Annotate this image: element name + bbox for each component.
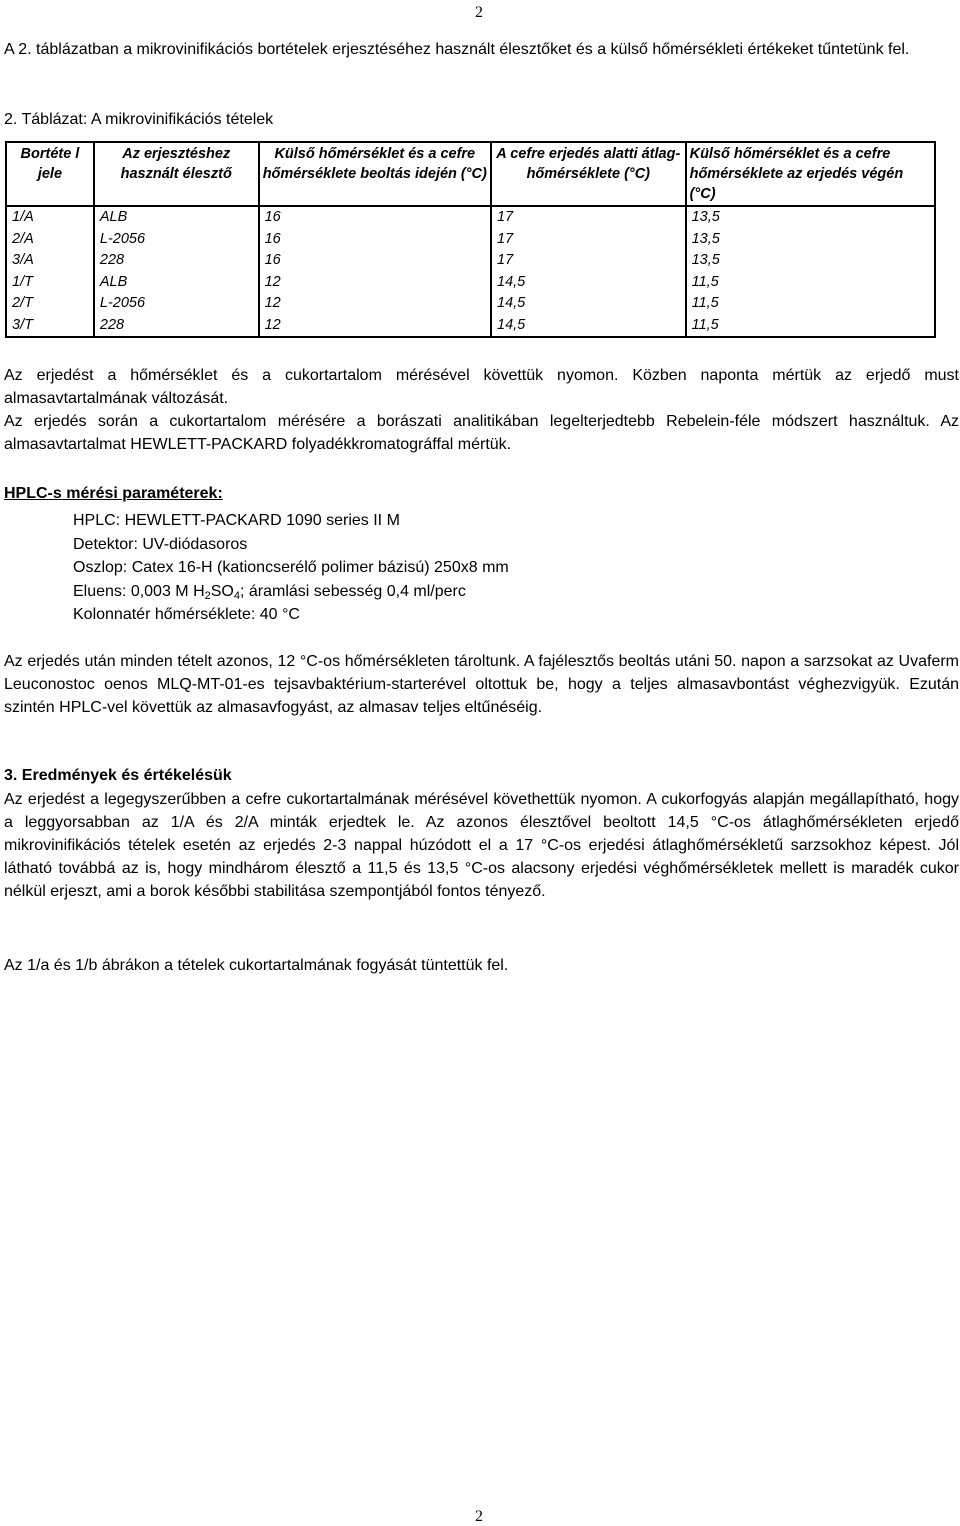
hplc-eluent: Eluens: 0,003 M $H_2SO_4$; áramlási sebesség 0,4 ml/perc — [73, 582, 466, 602]
table-cell: 13,5 — [686, 206, 935, 229]
table-cell: 2/T — [6, 293, 94, 315]
results-paragraph: Az erjedést a legegyszerűbben a cefre cukortartalmának mérésével követhettük nyomon. A cukorfogyás alapján megállapítható, hogy a leggyorsabban az 1/A és 2/A minták erjedtek le. Az azonos élesztővel beoltott 14,5 °C-os átlaghőmérsékleten erjedő mikrovinifikációs tételek esetén az erjedés 2-3 nappal húzódott el a 17 °C-os erjedési átlaghőmérsékletű sarzsokhoz képest. Jól látható továbbá az is, hogy mindhárom élesztő a 11,5 és 13,5 °C-os alacsony erjedési véghőmérsékletek mellett is maradék cukor nélkül erjeszt, ami a borok későbbi stabilitása szempontjából fontos tényező. — [4, 791, 959, 900]
table-cell: 14,5 — [491, 272, 686, 294]
table-cell: 11,5 — [686, 293, 935, 315]
header-cell: Külső hőmérséklet és a cefre hőmérséklete az erjedés végén (°C) — [686, 142, 935, 206]
method-text-1: Az erjedést a hőmérséklet és a cukortartalom mérésével követtük nyomon. Közben naponta mértük az erjedő must almasavtartalmának változását. — [4, 367, 959, 407]
figure-reference-paragraph: Az 1/a és 1/b ábrákon a tételek cukortartalmának fogyását tüntettük fel. — [4, 957, 509, 974]
table-row — [6, 272, 935, 294]
results-table — [5, 141, 936, 338]
table-cell: L-2056 — [94, 229, 259, 251]
table-cell: 1/A — [6, 206, 94, 229]
page-number-top: 2 — [475, 4, 483, 21]
table-cell: 13,5 — [686, 250, 935, 272]
header-cell: Bortéte l jele — [6, 142, 94, 206]
table-cell: 14,5 — [491, 315, 686, 338]
table-caption: 2. Táblázat: A mikrovinifikációs tételek — [4, 111, 274, 128]
table-cell: 11,5 — [686, 272, 935, 294]
section-heading: 3. Eredmények és értékelésük — [4, 767, 232, 784]
table-cell: 14,5 — [491, 293, 686, 315]
table-row — [6, 293, 935, 315]
table-row — [6, 229, 935, 251]
table-row — [6, 206, 935, 229]
table-cell: 11,5 — [686, 315, 935, 338]
table-cell: 16 — [259, 229, 491, 251]
table-cell: 17 — [491, 206, 686, 229]
table-cell: ALB — [94, 206, 259, 229]
hplc-parameter-list — [73, 509, 509, 627]
table-cell: 228 — [94, 250, 259, 272]
table-cell: 2/A — [6, 229, 94, 251]
hplc-column-temperature: Kolonnatér hőmérséklete: 40 °C — [73, 606, 300, 623]
table-row — [6, 315, 935, 338]
table-cell: 12 — [259, 272, 491, 294]
hplc-detector: Detektor: UV-diódasoros — [73, 535, 248, 553]
header-cell: Külső hőmérséklet és a cefre hőmérséklete beoltás idején (°C) — [259, 142, 491, 206]
table-cell: 13,5 — [686, 229, 935, 251]
header-cell: A cefre erjedés alatti átlag-hőmérséklete (°C) — [491, 142, 686, 206]
intro-paragraph: A 2. táblázatban a mikrovinifikációs bortételek erjesztéséhez használt élesztőket és a külső hőmérsékleti értékeket tűntetünk fel. — [4, 41, 910, 58]
table-cell: L-2056 — [94, 293, 259, 315]
table-cell: 1/T — [6, 272, 94, 294]
table-row — [6, 250, 935, 272]
table-cell: 17 — [491, 229, 686, 251]
table-cell: 17 — [491, 250, 686, 272]
header-cell: Az erjesztéshez használt élesztő — [94, 142, 259, 206]
storage-paragraph: Az erjedés után minden tételt azonos, 12 °C-os hőmérsékleten tároltunk. A fajélesztős beoltás utáni 50. napon a sarzsokat az Uvaferm Leuconostoc oenos MLQ-MT-01-es tejsavbaktérium-starterével oltottuk be, hogy a teljes almasavbontást véghezvigyük. Ezután szintén HPLC-vel követtük az almasavfogyást, az almasav teljes eltűnéséig. — [4, 653, 959, 716]
table-header-row — [6, 142, 935, 206]
table-cell: 16 — [259, 206, 491, 229]
table-cell: 3/T — [6, 315, 94, 338]
table-cell: 16 — [259, 250, 491, 272]
table-cell: 12 — [259, 293, 491, 315]
method-text-2: Az erjedés során a cukortartalom mérésére a borászati analitikában legelterjedtebb Rebelein-féle módszert használtuk. Az almasavtartalmat HEWLETT-PACKARD folyadékkromatográffal mértük. — [4, 413, 959, 453]
method-paragraph — [4, 364, 959, 456]
hplc-device: HPLC: HEWLETT-PACKARD 1090 series II M — [73, 512, 400, 529]
table-cell: 228 — [94, 315, 259, 338]
table-cell: 3/A — [6, 250, 94, 272]
hplc-heading: HPLC-s mérési paraméterek: — [4, 485, 223, 502]
page-number-bottom: 2 — [475, 1508, 483, 1525]
table-cell: 12 — [259, 315, 491, 338]
hplc-column: Oszlop: Catex 16-H (kationcserélő polimer bázisú) 250x8 mm — [73, 559, 509, 576]
table-cell: ALB — [94, 272, 259, 294]
